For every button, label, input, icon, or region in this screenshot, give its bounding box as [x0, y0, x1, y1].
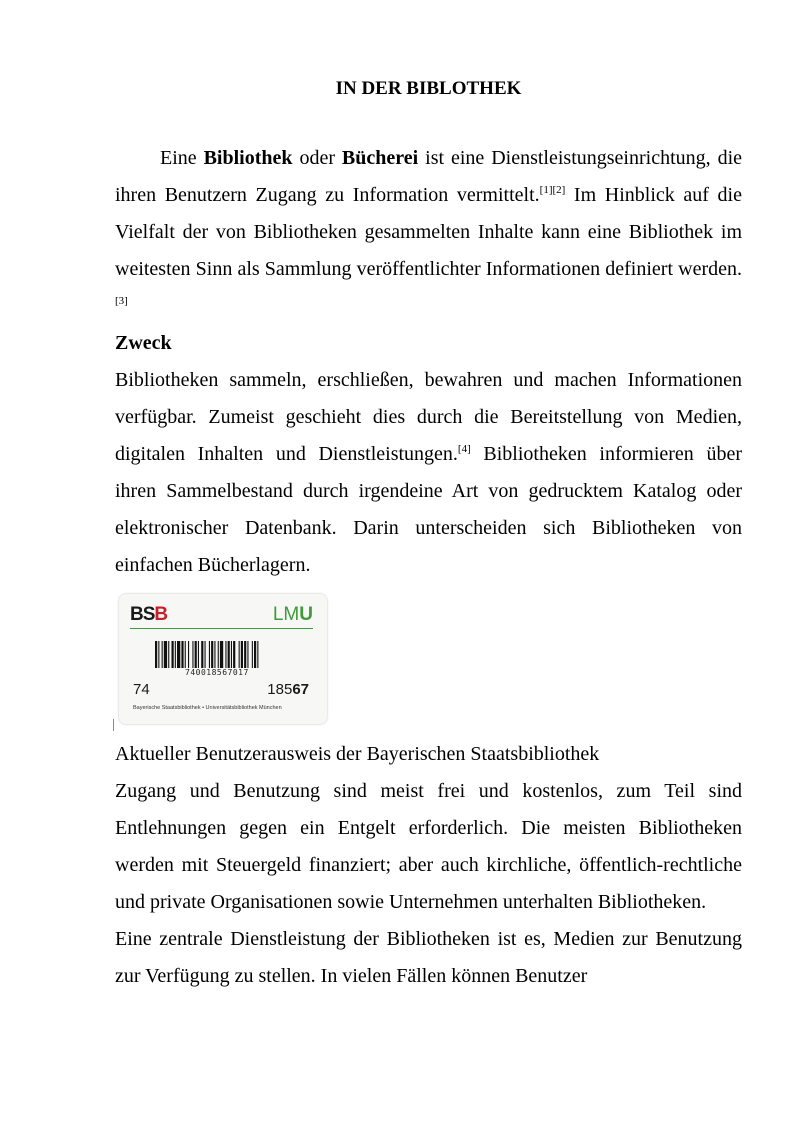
barcode-bar — [252, 641, 253, 668]
barcode-bar — [164, 641, 167, 668]
barcode-bar — [228, 641, 230, 668]
barcode-bar — [218, 641, 219, 668]
section-heading-zweck: Zweck — [115, 332, 172, 354]
barcode-bar — [181, 641, 183, 668]
barcode-bar — [239, 641, 240, 668]
footnote-ref[interactable]: [3] — [115, 295, 128, 307]
bsb-logo: BSB — [130, 604, 168, 625]
barcode-graphic — [155, 641, 315, 668]
barcode-bar — [254, 641, 256, 668]
service-paragraph: Eine zentrale Dienstleistung der Bibliotheken ist es, Medien zur Benutzung zur Verfügung zu stellen. In vielen Fällen können Benutzer — [115, 928, 742, 987]
document-title: IN DER BIBLOTHEK — [335, 78, 522, 99]
figure-corner-mark — [113, 719, 114, 731]
barcode-bar — [225, 641, 226, 668]
barcode-bar — [192, 641, 193, 668]
card-footer-text: Bayerische Staatsbibliothek • Universitätsbibliothek München — [133, 705, 282, 711]
figure-caption: Aktueller Benutzerausweis der Bayerischen Staatsbibliothek — [115, 743, 600, 765]
document-page — [115, 70, 742, 995]
barcode-bar — [198, 641, 199, 668]
barcode-bar — [220, 641, 223, 668]
barcode-bar — [168, 641, 169, 668]
barcode-bar — [188, 641, 189, 668]
barcode-bar — [195, 641, 197, 668]
barcode-number: 740018567017 — [185, 668, 249, 677]
footnote-ref[interactable]: [1][2] — [539, 184, 566, 196]
term-bibliothek: Bibliothek — [203, 147, 293, 169]
barcode-bar — [247, 641, 248, 668]
card-number-right: 18567 — [267, 681, 309, 698]
footnote-ref[interactable]: [4] — [457, 443, 471, 455]
term-buecherei: Bücherei — [341, 147, 419, 169]
card-divider — [130, 628, 313, 629]
intro-paragraph: Eine Bibliothek oder Bücherei ist eine Dienstleistungseinrichtung, die ihren Benutzern Zugang zu Information vermittelt.[1][2] Im Hinblick auf die Vielfalt der von Bibliotheken gesammelten Inhalte kann eine Bibliothek im weitesten Sinn als Sammlung veröffentlichter Informationen definiert werden.[3] — [115, 147, 742, 307]
library-card-figure — [113, 594, 326, 732]
barcode-bar — [175, 641, 176, 668]
card-number-left: 74 — [133, 681, 150, 698]
barcode-bar — [162, 641, 163, 668]
barcode-bar — [158, 641, 159, 668]
barcode-bar — [211, 641, 213, 668]
barcode-bar — [201, 641, 203, 668]
barcode-bar — [231, 641, 232, 668]
barcode-bar — [244, 641, 246, 668]
barcode-bar — [233, 641, 235, 668]
barcode-bar — [205, 641, 206, 668]
barcode-bar — [241, 641, 243, 668]
barcode-bar — [257, 641, 258, 668]
barcode-bar — [209, 641, 210, 668]
library-card-image — [119, 594, 327, 724]
access-paragraph: Zugang und Benutzung sind meist frei und kostenlos, zum Teil sind Entlehnungen gegen ein Entgelt erforderlich. Die meisten Bibliotheken werden mit Steuergeld finanziert; aber auch kirchliche, öffentlich-rechtliche und private Organisationen sowie Unternehmen unterhalten Bibliotheken. — [115, 780, 742, 913]
purpose-paragraph: Bibliotheken sammeln, erschließen, bewahren und machen Informationen verfügbar. Zumeist geschieht dies durch die Bereitstellung von Medien, digitalen Inhalten und Dienstleistungen.[4] Bibliotheken informieren über ihren Sammelbestand durch irgendeine Art von gedrucktem Katalog oder elektronischer Datenbank. Darin unterscheiden sich Bibliotheken von einfachen Bücherlagern. — [115, 369, 742, 576]
lmu-logo: LMU — [272, 604, 313, 625]
barcode-bar — [214, 641, 215, 668]
barcode-bar — [177, 641, 180, 668]
barcode-bar — [172, 641, 174, 668]
barcode-bar — [155, 641, 157, 668]
barcode-bar — [185, 641, 186, 668]
